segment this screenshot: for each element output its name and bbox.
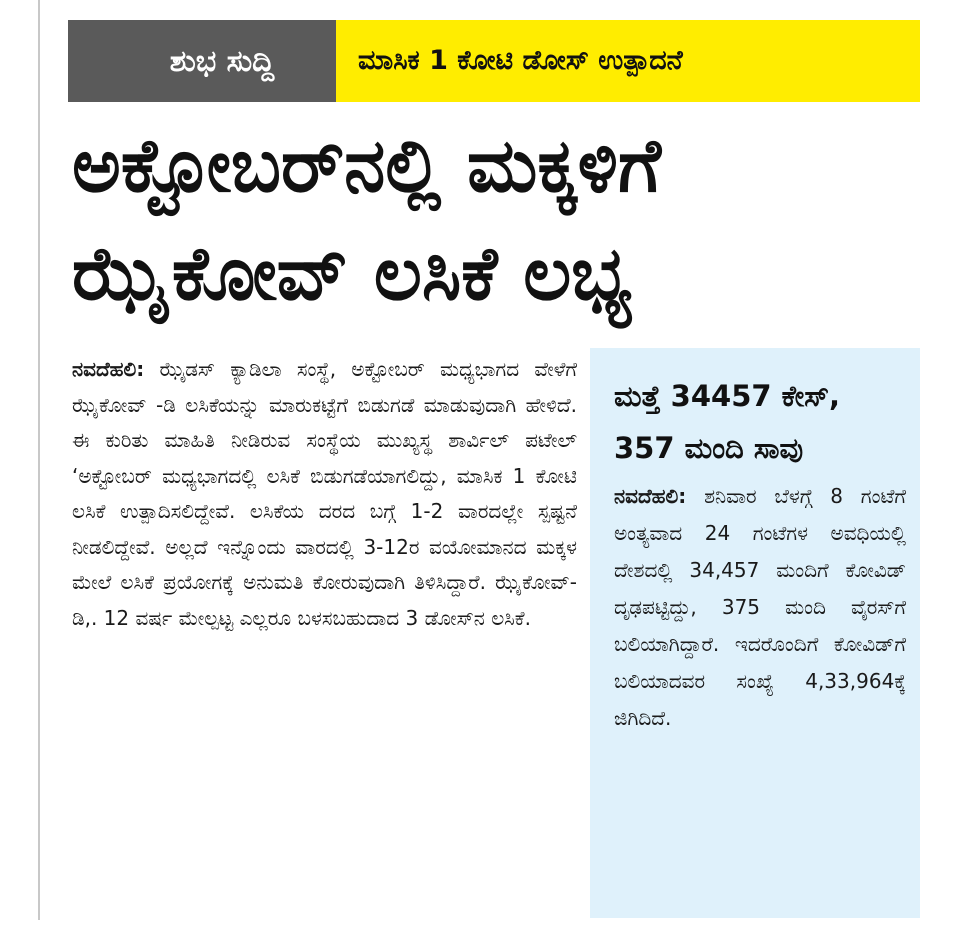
- sidebar-headline: [614, 370, 906, 474]
- headline-line-2: ಝೈಕೋವ್ ಲಸಿಕೆ ಲಭ್ಯ: [72, 231, 632, 317]
- sidebar-dateline: ನವದೆಹಲಿ:: [614, 484, 687, 508]
- sidebar-headline-line-1: ಮತ್ತೆ 34457 ಕೇಸ್,: [614, 379, 841, 413]
- sidebar-box: [590, 348, 920, 918]
- story-dateline: ನವದೆಹಲಿ:: [72, 357, 145, 381]
- sidebar-body-text: ಶನಿವಾರ ಬೆಳಗ್ಗೆ 8 ಗಂಟೆಗೆ ಅಂತ್ಯವಾದ 24 ಗಂಟೆಗಳ ಅವಧಿಯಲ್ಲಿ ದೇಶದಲ್ಲಿ 34,457 ಮಂದಿಗೆ ಕೋವಿಡ್ ದೃಢಪಟ್ಟಿದ್ದು, 375 ಮಂದಿ ವೈರಸ್‌ಗೆ ಬಲಿಯಾಗಿದ್ದಾರೆ. ಇದರೊಂದಿಗೆ ಕೋವಿಡ್‌ಗೆ ಬಲಿಯಾದವರ ಸಂಖ್ಯೆ 4,33,964ಕ್ಕೆ ಜಿಗಿದಿದೆ.: [614, 484, 907, 730]
- kicker-label: ಶುಭ ಸುದ್ದಿ: [68, 20, 336, 102]
- main-story: [72, 352, 577, 636]
- kicker-subtitle: ಮಾಸಿಕ 1 ಕೋಟಿ ಡೋಸ್ ಉತ್ಪಾದನೆ: [336, 20, 920, 102]
- headline-line-1: ಅಕ್ಟೋಬರ್‌ನಲ್ಲಿ ಮಕ್ಕಳಿಗೆ: [72, 123, 661, 209]
- sidebar-headline-line-2: 357 ಮಂದಿ ಸಾವು: [614, 431, 804, 465]
- headline: [72, 112, 922, 328]
- sidebar-story: [614, 478, 906, 737]
- kicker-band: [68, 20, 920, 102]
- story-body: ಝೈಡಸ್ ಕ್ಯಾಡಿಲಾ ಸಂಸ್ಥೆ, ಅಕ್ಟೋಬರ್ ಮಧ್ಯಭಾಗದ ವೇಳೆಗೆ ಝೈಕೋವ್ -ಡಿ ಲಸಿಕೆಯನ್ನು ಮಾರುಕಟ್ಟೆಗೆ ಬಿಡುಗಡೆ ಮಾಡುವುದಾಗಿ ಹೇಳಿದೆ. ಈ ಕುರಿತು ಮಾಹಿತಿ ನೀಡಿರುವ ಸಂಸ್ಥೆಯ ಮುಖ್ಯಸ್ಥ ಶಾರ್ವಿಲ್ ಪಟೇಲ್ ‘ಅಕ್ಟೋಬರ್ ಮಧ್ಯಭಾಗದಲ್ಲಿ ಲಸಿಕೆ ಬಿಡುಗಡೆಯಾಗಲಿದ್ದು, ಮಾಸಿಕ 1 ಕೋಟಿ ಲಸಿಕೆ ಉತ್ಪಾದಿಸಲಿದ್ದೇವೆ. ಲಸಿಕೆಯ ದರದ ಬಗ್ಗೆ 1-2 ವಾರದಲ್ಲೇ ಸ್ಪಷ್ಟನೆ ನೀಡಲಿದ್ದೇವೆ. ಅಲ್ಲದೆ ಇನ್ನೊಂದು ವಾರದಲ್ಲಿ 3-12ರ ವಯೋಮಾನದ ಮಕ್ಕಳ ಮೇಲೆ ಲಸಿಕೆ ಪ್ರಯೋಗಕ್ಕೆ ಅನುಮತಿ ಕೋರುವುದಾಗಿ ತಿಳಿಸಿದ್ದಾರೆ. ಝೈಕೋವ್-ಡಿ,. 12 ವರ್ಷ ಮೇಲ್ಪಟ್ಟ ಎಲ್ಲರೂ ಬಳಸಬಹುದಾದ 3 ಡೋಸ್‌ನ ಲಸಿಕೆ.: [72, 357, 578, 630]
- column-rule: [38, 0, 40, 920]
